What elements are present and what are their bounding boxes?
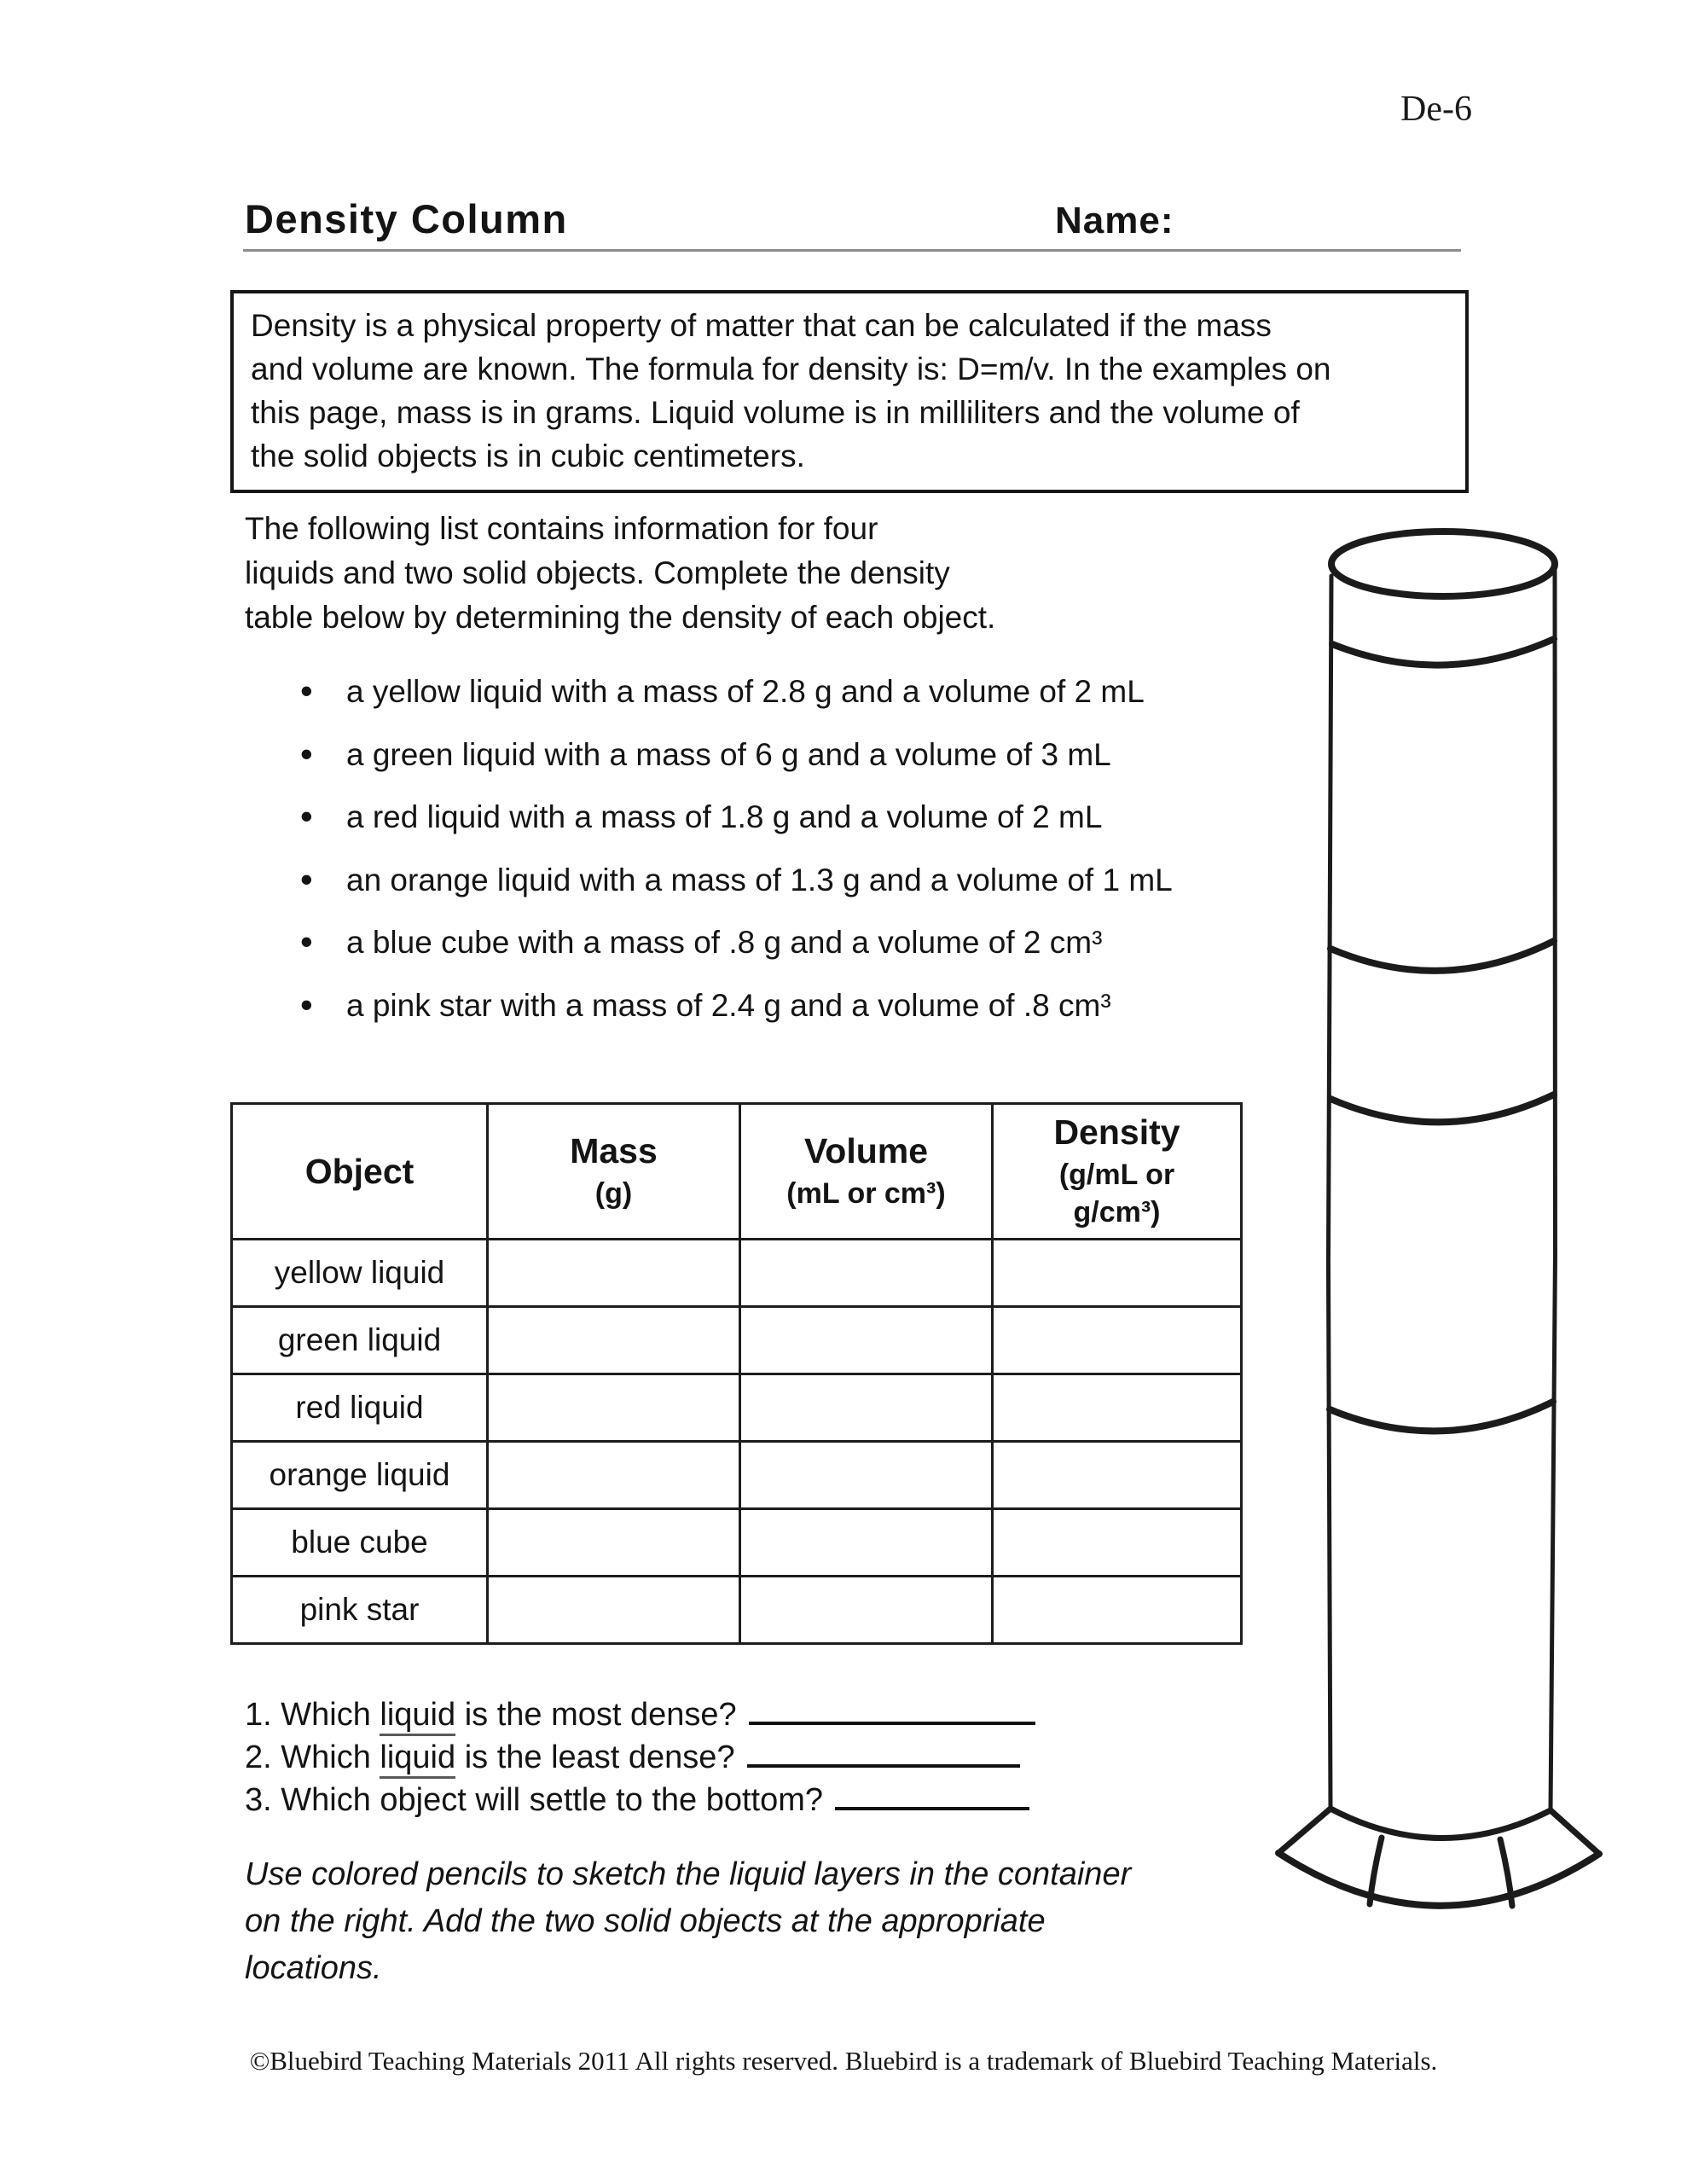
table-header-row [232, 1104, 1242, 1240]
bullet-icon [300, 799, 346, 836]
cylinder-top-rim [1331, 531, 1555, 596]
list-item [300, 674, 1173, 737]
task-description [245, 507, 995, 640]
sketch-instructions-line: on the right. Add the two solid objects at the appropriate [245, 1903, 1046, 1939]
layer-line-1 [1332, 639, 1554, 665]
list-item-text: a blue cube with a mass of .8 g and a volume of 2 cm³ [346, 925, 1103, 960]
column-header-label: Mass [570, 1131, 658, 1170]
layer-line-3 [1330, 1095, 1554, 1122]
density-column-illustration[interactable] [1237, 508, 1629, 1966]
task-description-line: The following list contains information for four [245, 511, 878, 546]
list-item [300, 799, 1173, 863]
table-row [232, 1442, 1242, 1509]
column-header-volume [740, 1104, 993, 1240]
cylinder-left-wall [1328, 576, 1331, 1809]
question-3 [245, 1780, 1035, 1822]
row-label: red liquid [232, 1374, 488, 1442]
bullet-icon [300, 863, 346, 899]
base-right-edge [1551, 1810, 1599, 1854]
intro-box-line: Density is a physical property of matter that can be calculated if the mass [251, 308, 1272, 343]
list-item-text: a green liquid with a mass of 6 g and a volume of 3 mL [346, 736, 1111, 772]
questions [245, 1694, 1035, 1822]
question-text: Which [281, 1740, 380, 1775]
answer-blank-1[interactable] [749, 1694, 1035, 1725]
intro-box-line: and volume are known. The formula for density is: D=m/v. In the examples on [251, 351, 1331, 386]
base-bottom-curve [1278, 1853, 1599, 1906]
table-input-cell-volume[interactable] [740, 1374, 993, 1442]
list-item [300, 988, 1173, 1051]
list-item [300, 737, 1173, 800]
table-input-cell-volume[interactable] [740, 1509, 993, 1577]
table-input-cell-density[interactable] [993, 1509, 1242, 1577]
page-code: De-6 [1400, 90, 1472, 129]
intro-box-line: the solid objects is in cubic centimeters. [251, 439, 805, 473]
table-row [232, 1240, 1242, 1307]
column-header-unit: (g) [594, 1177, 633, 1210]
bullet-icon [300, 737, 346, 774]
bullet-icon [300, 988, 346, 1025]
question-text: Which [281, 1697, 380, 1733]
table-input-cell-mass[interactable] [488, 1509, 740, 1577]
name-write-area[interactable] [1190, 198, 1446, 249]
question-1 [245, 1694, 1035, 1737]
cylinder-right-wall [1551, 569, 1556, 1810]
row-label: green liquid [232, 1307, 488, 1374]
layer-line-4 [1330, 1402, 1553, 1431]
object-list [300, 674, 1173, 1050]
question-text: Which object will settle to the bottom? [281, 1782, 824, 1818]
list-item [300, 925, 1173, 988]
table-input-cell-density[interactable] [993, 1577, 1242, 1644]
question-number: 1. [245, 1697, 272, 1733]
table-row [232, 1374, 1242, 1442]
table-input-cell-volume[interactable] [740, 1442, 993, 1509]
intro-box [230, 290, 1469, 493]
list-item-text: a yellow liquid with a mass of 2.8 g and a volume of 2 mL [346, 674, 1145, 709]
task-description-line: liquids and two solid objects. Complete the density [245, 555, 950, 590]
table-row [232, 1509, 1242, 1577]
base-foot-curve [1330, 1809, 1551, 1838]
row-label: orange liquid [232, 1442, 488, 1509]
column-header-label: Object [304, 1152, 415, 1191]
name-label: Name: [1055, 200, 1174, 241]
table-row [232, 1307, 1242, 1374]
table-input-cell-density[interactable] [993, 1240, 1242, 1307]
column-header-mass [488, 1104, 740, 1240]
density-table [230, 1102, 1243, 1645]
column-header-unit: (g/mL or g/cm³) [1058, 1159, 1175, 1228]
base-left-edge [1278, 1809, 1330, 1853]
list-item [300, 863, 1173, 926]
table-input-cell-volume[interactable] [740, 1240, 993, 1307]
intro-box-line: this page, mass is in grams. Liquid volume is in milliliters and the volume of [251, 395, 1300, 430]
question-text: is the least dense? [455, 1740, 735, 1775]
sketch-instructions-line: locations. [245, 1950, 382, 1986]
row-label: pink star [232, 1577, 488, 1644]
question-text: is the most dense? [455, 1697, 737, 1733]
bullet-icon [300, 925, 346, 961]
question-underlined-word: liquid [380, 1740, 455, 1779]
question-2 [245, 1737, 1035, 1780]
column-header-label: Density [1053, 1112, 1180, 1152]
question-number: 2. [245, 1740, 272, 1775]
table-input-cell-mass[interactable] [488, 1307, 740, 1374]
table-input-cell-mass[interactable] [488, 1577, 740, 1644]
question-number: 3. [245, 1782, 272, 1818]
table-input-cell-mass[interactable] [488, 1240, 740, 1307]
table-input-cell-volume[interactable] [740, 1577, 993, 1644]
sketch-instructions-line: Use colored pencils to sketch the liquid layers in the container [245, 1856, 1132, 1892]
answer-blank-2[interactable] [747, 1737, 1020, 1768]
column-header-object [232, 1104, 488, 1240]
layer-line-2 [1330, 941, 1554, 971]
table-input-cell-volume[interactable] [740, 1307, 993, 1374]
table-input-cell-density[interactable] [993, 1442, 1242, 1509]
answer-blank-3[interactable] [835, 1780, 1029, 1810]
title-row [243, 189, 1461, 252]
list-item-text: an orange liquid with a mass of 1.3 g and a volume of 1 mL [346, 862, 1173, 897]
task-description-line: table below by determining the density of each object. [245, 600, 996, 635]
table-input-cell-mass[interactable] [488, 1374, 740, 1442]
table-row [232, 1577, 1242, 1644]
question-underlined-word: liquid [380, 1697, 455, 1736]
list-item-text: a red liquid with a mass of 1.8 g and a volume of 2 mL [346, 799, 1103, 834]
column-header-unit: (mL or cm³) [786, 1177, 946, 1210]
table-input-cell-density[interactable] [993, 1374, 1242, 1442]
bullet-icon [300, 674, 346, 711]
page-title: Density Column [245, 196, 568, 241]
row-label: yellow liquid [232, 1240, 488, 1307]
sketch-instructions [245, 1851, 1131, 1992]
table-input-cell-density[interactable] [993, 1307, 1242, 1374]
copyright-footer: ©Bluebird Teaching Materials 2011 All rights reserved. Bluebird is a trademark of Bluebird Teaching Materials. [249, 2046, 1438, 2076]
list-item-text: a pink star with a mass of 2.4 g and a volume of .8 cm³ [346, 987, 1111, 1023]
column-header-label: Volume [803, 1131, 929, 1170]
column-header-density [993, 1104, 1242, 1240]
row-label: blue cube [232, 1509, 488, 1577]
table-input-cell-mass[interactable] [488, 1442, 740, 1509]
